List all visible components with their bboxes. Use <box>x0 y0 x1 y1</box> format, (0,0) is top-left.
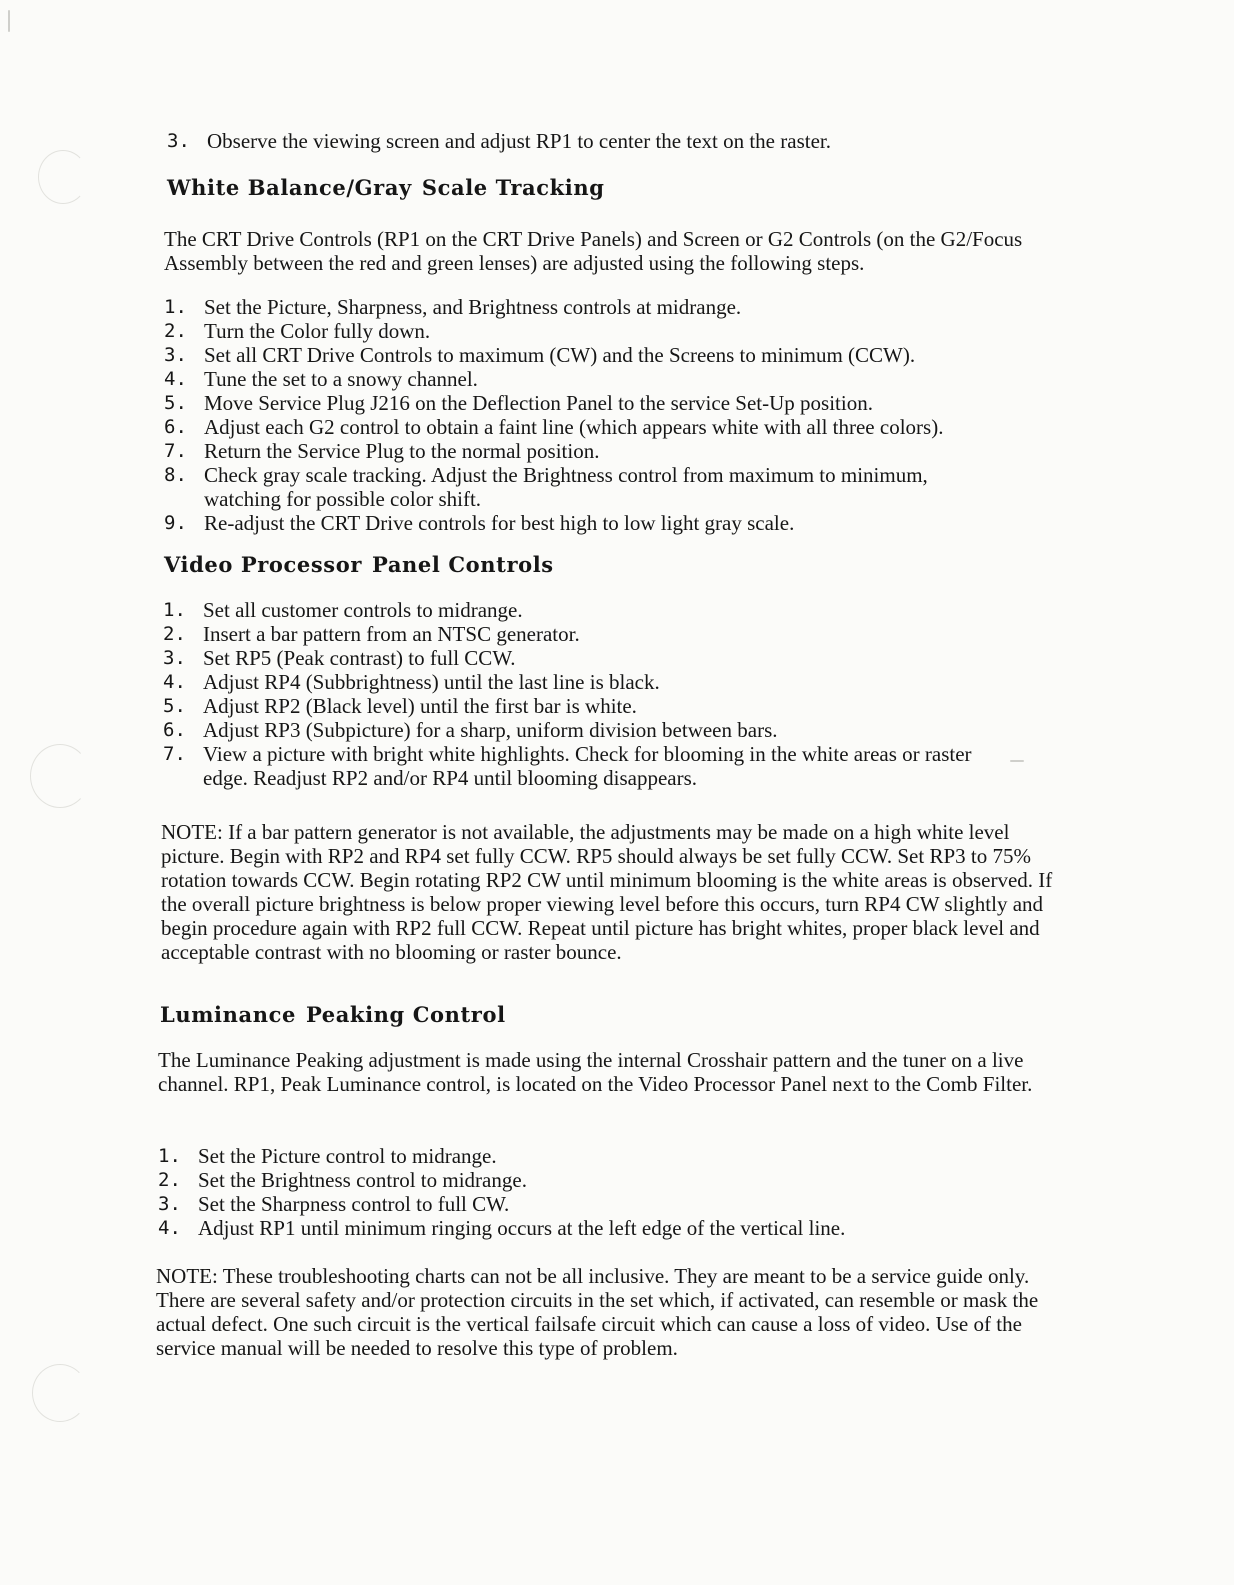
step-number: 3. <box>167 130 190 152</box>
step-number: 5. <box>164 392 187 414</box>
list-item <box>163 694 1013 718</box>
step-number: 8. <box>164 464 187 486</box>
note-text: These troubleshooting charts can not be all inclusive. They are meant to be a service guide only. There are several safety and/or protection circuits in the set which, if activated, can resemble or mask the actual defect. One such circuit is the vertical failsafe circuit which can cause a loss of video. Use of the service manual will be needed to resolve this type of problem. <box>156 1264 1039 1360</box>
list-item <box>164 343 1064 367</box>
step-number: 7. <box>163 743 186 765</box>
step-text: Set the Picture, Sharpness, and Brightness controls at midrange. <box>204 295 742 319</box>
step-number: 4. <box>164 368 187 390</box>
step-number: 1. <box>158 1145 181 1167</box>
list-item <box>164 415 1064 439</box>
heading-part: Video Processor <box>164 552 362 577</box>
punch-hole-mark <box>38 150 88 204</box>
step-text: Observe the viewing screen and adjust RP1 to center the text on the raster. <box>207 129 831 153</box>
white-balance-steps <box>164 295 1064 535</box>
luminance-steps <box>158 1144 1058 1240</box>
heading-part: Peaking Control <box>305 1002 506 1027</box>
list-item <box>158 1216 1058 1240</box>
list-item <box>163 742 1003 790</box>
final-note <box>156 1264 1068 1360</box>
step-number: 3. <box>163 647 186 669</box>
section-heading-luminance <box>160 1002 506 1027</box>
step-text: Insert a bar pattern from an NTSC generator. <box>203 622 580 646</box>
scan-speck <box>8 10 10 32</box>
list-item <box>164 463 964 511</box>
step-number: 1. <box>163 599 186 621</box>
list-item <box>158 1192 1058 1216</box>
step-text: Set the Sharpness control to full CW. <box>198 1192 510 1216</box>
step-number: 4. <box>163 671 186 693</box>
list-item <box>163 598 1013 622</box>
step-number: 7. <box>164 440 187 462</box>
heading-part: Panel Controls <box>372 552 554 577</box>
note-label: NOTE: <box>156 1264 218 1288</box>
step-number: 1. <box>164 296 187 318</box>
luminance-intro: The Luminance Peaking adjustment is made using the internal Crosshair pattern and the tuner on a live channel. RP1, Peak Luminance control, is located on the Video Processor Panel next to the Comb Filter. <box>158 1048 1033 1096</box>
step-number: 9. <box>164 512 187 534</box>
white-balance-intro: The CRT Drive Controls (RP1 on the CRT Drive Panels) and Screen or G2 Controls (on the G2/Focus Assembly between the red and green lenses) are adjusted using the following steps. <box>164 227 1023 275</box>
step-number: 5. <box>163 695 186 717</box>
list-item <box>163 670 1013 694</box>
punch-hole-mark <box>30 744 90 808</box>
step-text: Adjust RP1 until minimum ringing occurs at the left edge of the vertical line. <box>198 1216 846 1240</box>
step-text: Adjust RP3 (Subpicture) for a sharp, uniform division between bars. <box>203 718 778 742</box>
intro-step-list <box>167 129 1167 153</box>
video-processor-steps <box>163 598 1013 790</box>
step-number: 2. <box>158 1169 181 1191</box>
step-number: 3. <box>164 344 187 366</box>
step-text: Move Service Plug J216 on the Deflection Panel to the service Set-Up position. <box>204 391 873 415</box>
section-heading-white-balance <box>167 175 605 200</box>
heading-part: White Balance/Gray <box>167 175 412 200</box>
video-processor-note: NOTE: If a bar pattern generator is not available, the adjustments may be made on a high white level picture. Begin with RP2 and RP4 set fully CCW. RP5 should always be set fully CCW. Set RP3 to 75% rotation towards CCW. Begin rotating RP2 CW until minimum blooming is the white areas is observed. If the overall picture brightness is below proper viewing level before this occurs, turn RP4 CW slightly and begin procedure again with RP2 full CCW. Repeat until picture has bright whites, proper black level and acceptable contrast with no blooming or raster bounce. <box>161 820 1053 964</box>
step-text: Adjust each G2 control to obtain a faint line (which appears white with all three colors). <box>204 415 944 439</box>
list-item <box>164 391 1064 415</box>
step-text: Tune the set to a snowy channel. <box>204 367 478 391</box>
step-text: Turn the Color fully down. <box>204 319 431 343</box>
step-text: Adjust RP2 (Black level) until the first bar is white. <box>203 694 637 718</box>
step-number: 3. <box>158 1193 181 1215</box>
list-item <box>158 1144 1058 1168</box>
list-item <box>163 718 1013 742</box>
list-item <box>158 1168 1058 1192</box>
list-item <box>167 129 1167 153</box>
step-text: Set the Brightness control to midrange. <box>198 1168 527 1192</box>
step-text: Set RP5 (Peak contrast) to full CCW. <box>203 646 516 670</box>
list-item <box>164 511 1064 535</box>
step-text: Set all CRT Drive Controls to maximum (CW) and the Screens to minimum (CCW). <box>204 343 916 367</box>
list-item <box>164 319 1064 343</box>
step-text: Set the Picture control to midrange. <box>198 1144 497 1168</box>
step-text: Set all customer controls to midrange. <box>203 598 523 622</box>
list-item <box>164 295 1064 319</box>
section-heading-video-processor <box>164 552 554 577</box>
step-text: Return the Service Plug to the normal position. <box>204 439 600 463</box>
heading-part: Luminance <box>160 1002 296 1027</box>
step-text: View a picture with bright white highlights. Check for blooming in the white areas or raster edge. Readjust RP2 and/or RP4 until blooming disappears. <box>203 742 972 790</box>
heading-part: Scale Tracking <box>421 175 605 200</box>
list-item <box>164 367 1064 391</box>
list-item <box>164 439 1064 463</box>
list-item <box>163 646 1013 670</box>
step-number: 6. <box>163 719 186 741</box>
step-text: Check gray scale tracking. Adjust the Brightness control from maximum to minimum, watching for possible color shift. <box>204 463 928 511</box>
step-number: 6. <box>164 416 187 438</box>
step-number: 2. <box>163 623 186 645</box>
step-number: 4. <box>158 1217 181 1239</box>
step-text: Re-adjust the CRT Drive controls for best high to low light gray scale. <box>204 511 795 535</box>
step-text: Adjust RP4 (Subbrightness) until the last line is black. <box>203 670 660 694</box>
step-number: 2. <box>164 320 187 342</box>
punch-hole-mark <box>32 1364 88 1422</box>
list-item <box>163 622 1013 646</box>
